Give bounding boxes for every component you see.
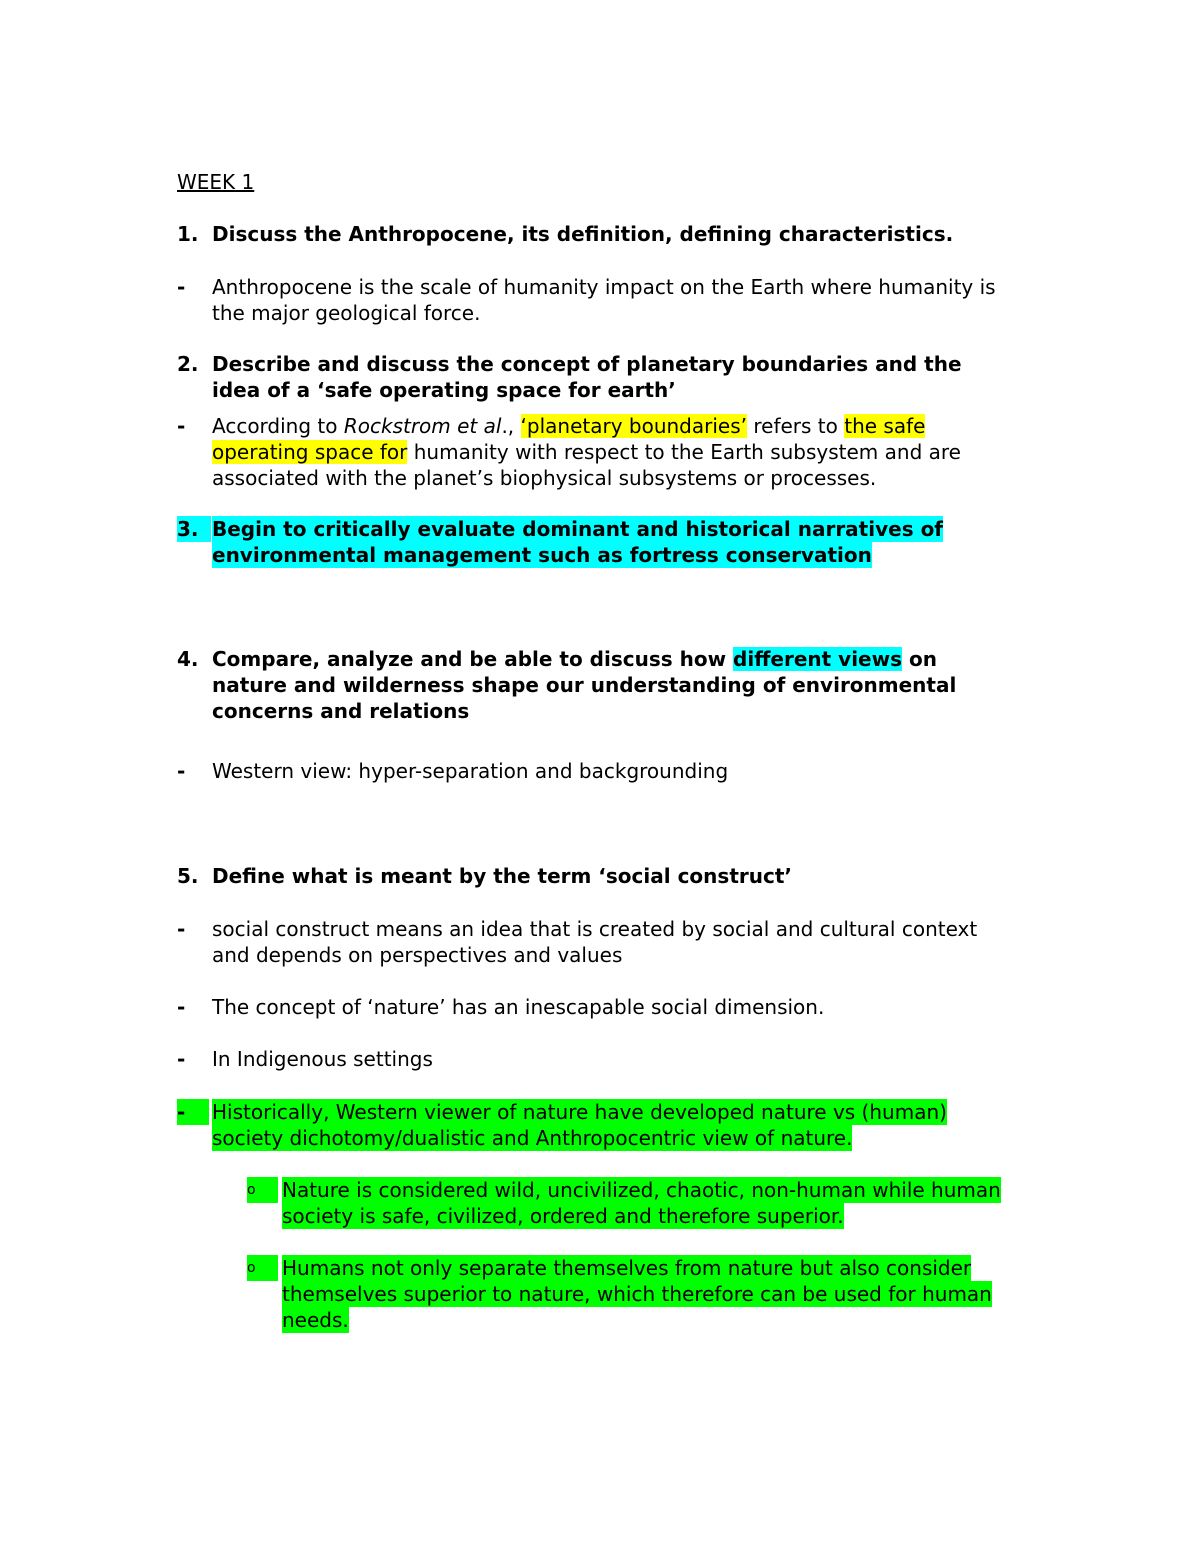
q1-answer-line-2: the major geological force. xyxy=(212,301,481,325)
q3-line-1: Begin to critically evaluate dominant and historical narratives of xyxy=(212,517,944,541)
highlight-safe: the safe xyxy=(844,414,926,438)
q5-bullet-1-line-2: and depends on perspectives and values xyxy=(212,943,623,967)
q5-bullet-4-line-1: Historically, Western viewer of nature have developed nature vs (human) xyxy=(212,1100,947,1124)
sub-bullet-1-marker: o xyxy=(247,1177,278,1203)
q5-bullet-1-dash: - xyxy=(177,917,186,941)
q5-number: 5. xyxy=(177,864,199,888)
q4-bullet: - xyxy=(177,759,186,783)
sub-bullet-2-marker: o xyxy=(247,1255,278,1281)
highlight-different-views: different views xyxy=(733,647,902,671)
sub-bullet-1-line-1: Nature is considered wild, uncivilized, chaotic, non-human while human xyxy=(282,1178,1001,1202)
week-heading: WEEK 1 xyxy=(177,170,255,194)
q5-bullet-2-dash: - xyxy=(177,995,186,1019)
q1-number: 1. xyxy=(177,222,199,246)
highlight-operating-space: operating space for xyxy=(212,440,408,464)
q2-answer-line-2 xyxy=(212,439,961,465)
q2-answer-mid2: refers to xyxy=(747,414,845,438)
sub-bullet-2-line-1: Humans not only separate themselves from nature but also consider xyxy=(282,1256,972,1280)
q5-bullet-4-dash: - xyxy=(177,1099,209,1125)
q2-answer-line-2-rest: humanity with respect to the Earth subsystem and are xyxy=(407,440,961,464)
sub-bullet-1-line-2: society is safe, civilized, ordered and therefore superior. xyxy=(282,1204,844,1228)
q5-bullet-2: The concept of ‘nature’ has an inescapable social dimension. xyxy=(212,995,825,1019)
q2-answer-pre: According to xyxy=(212,414,344,438)
q5-bullet-4-line-2: society dichotomy/dualistic and Anthropocentric view of nature. xyxy=(212,1126,853,1150)
q4-answer: Western view: hyper-separation and backgrounding xyxy=(212,759,729,783)
q5-bullet-3: In Indigenous settings xyxy=(212,1047,433,1071)
q3-number: 3. xyxy=(177,516,211,542)
q4-line-1-pre: Compare, analyze and be able to discuss how xyxy=(212,647,734,671)
sub-bullet-2-line-3: needs. xyxy=(282,1308,349,1332)
q5-text: Define what is meant by the term ‘social construct’ xyxy=(212,864,792,888)
q3-line-2: environmental management such as fortress conservation xyxy=(212,543,872,567)
sub-bullet-2-line-2: themselves superior to nature, which therefore can be used for human xyxy=(282,1282,992,1306)
highlight-planetary-boundaries: ‘planetary boundaries’ xyxy=(520,414,747,438)
citation-author: Rockstrom et al xyxy=(343,414,502,438)
q4-line-2: nature and wilderness shape our understanding of environmental xyxy=(212,673,957,697)
q4-number: 4. xyxy=(177,647,199,671)
q1-text: Discuss the Anthropocene, its definition, defining characteristics. xyxy=(212,222,954,246)
q1-bullet: - xyxy=(177,275,186,299)
q2-answer-mid: ., xyxy=(501,414,521,438)
q4-line-1 xyxy=(212,646,937,672)
q1-answer-line-1: Anthropocene is the scale of humanity impact on the Earth where humanity is xyxy=(212,275,996,299)
q2-answer-line-1 xyxy=(212,413,925,439)
q4-line-1-post: on xyxy=(902,647,937,671)
q2-answer-line-3: associated with the planet’s biophysical subsystems or processes. xyxy=(212,466,877,490)
q5-bullet-3-dash: - xyxy=(177,1047,186,1071)
q2-line-2: idea of a ‘safe operating space for earth’ xyxy=(212,378,676,402)
q2-number: 2. xyxy=(177,352,199,376)
q2-bullet: - xyxy=(177,414,186,438)
q2-line-1: Describe and discuss the concept of planetary boundaries and the xyxy=(212,352,962,376)
q4-line-3: concerns and relations xyxy=(212,699,470,723)
q5-bullet-1-line-1: social construct means an idea that is created by social and cultural context xyxy=(212,917,978,941)
